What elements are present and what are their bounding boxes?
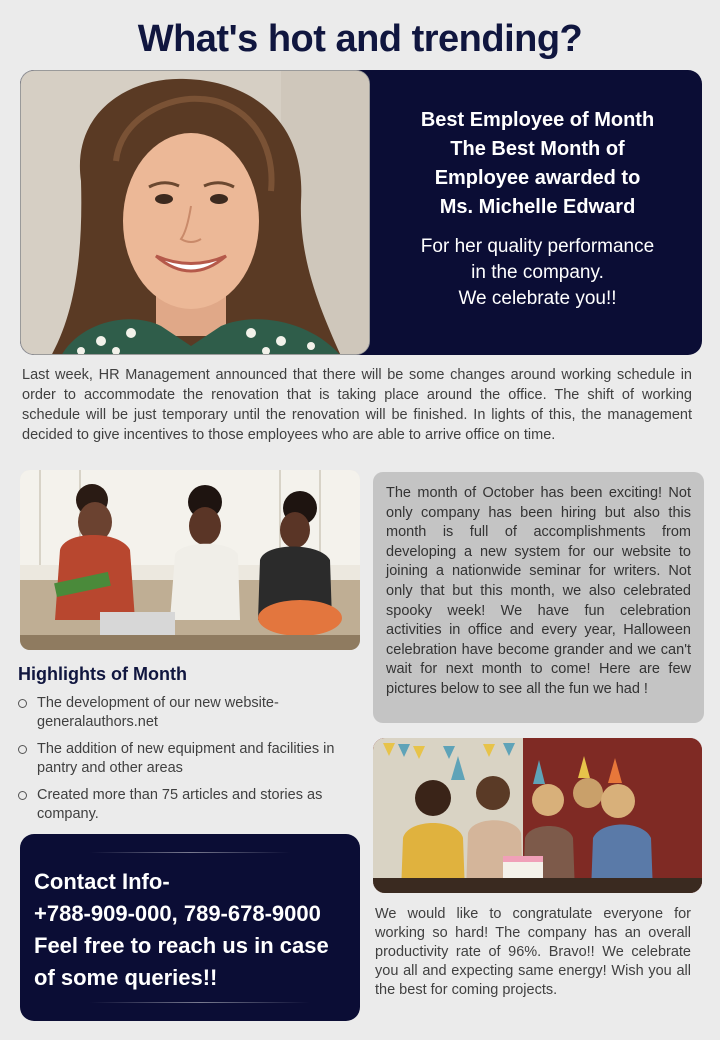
congratulations-paragraph: We would like to congratulate everyone for working so hard! The company has an overall productivity rate of 96%. Bravo!! We celebrate you all and expecting same energy! Wish you all the best for coming projects. [375,906,691,998]
award-sub-line: in the company. [471,262,604,283]
october-summary-box: The month of October has been exciting! Not only company has been hiring but also this month is full of accomplishments from developing a new system for our website to joining a nationwide seminar for writers. Not only that but this month, we also celebrated spooky week! We have fun celebration activities in office and every year, Halloween celebration have become grander and we can't wait for next month to come! Here are few pictures below to see all the fun we had ! [373,472,704,723]
decorative-line [90,1002,310,1003]
intro-paragraph: Last week, HR Management announced that there will be some changes around working schedule in order to accommodate the renovation that is taking place around the office. The shift of working schedule will be just temporary until the renovation will be finished. In lights of this, the management decided to give incentives to those employees who are able to arrive office on time. [22,367,692,443]
list-item [18,740,358,778]
award-heading-line: The Best Month of [450,138,625,160]
contact-phone: +788-909-000, 789-678-9000 [34,901,321,926]
award-heading-line: Ms. Michelle Edward [439,196,636,218]
award-subtext [385,234,690,312]
highlight-text: The addition of new equipment and facilities in pantry and other areas [37,741,335,776]
contact-note: Feel free to reach us in case of some queries!! [34,933,329,990]
award-sub-line: For her quality performance [420,236,655,257]
award-heading-line: Best Employee of Month [420,109,655,131]
award-sub-line: We celebrate you!! [458,288,617,309]
highlights-title: Highlights of Month [18,664,187,684]
award-heading [385,106,690,222]
highlight-text: The development of our new website- generalauthors.net [37,695,279,730]
award-banner [20,70,702,355]
contact-heading: Contact Info- [34,869,170,894]
employee-photo [20,70,370,355]
contact-info [34,866,354,994]
circle-bullet-icon [18,699,27,708]
list-item [18,786,358,824]
highlight-text: Created more than 75 articles and stories as company. [37,787,323,822]
award-text [385,106,690,312]
circle-bullet-icon [18,791,27,800]
page-title: What's hot and trending? [137,18,583,60]
highlights-list [18,694,358,832]
party-photo [373,738,702,893]
team-meeting-photo [20,470,360,650]
decorative-line [90,852,290,853]
award-heading-line: Employee awarded to [434,167,641,189]
contact-box [20,834,360,1021]
list-item [18,694,358,732]
circle-bullet-icon [18,745,27,754]
